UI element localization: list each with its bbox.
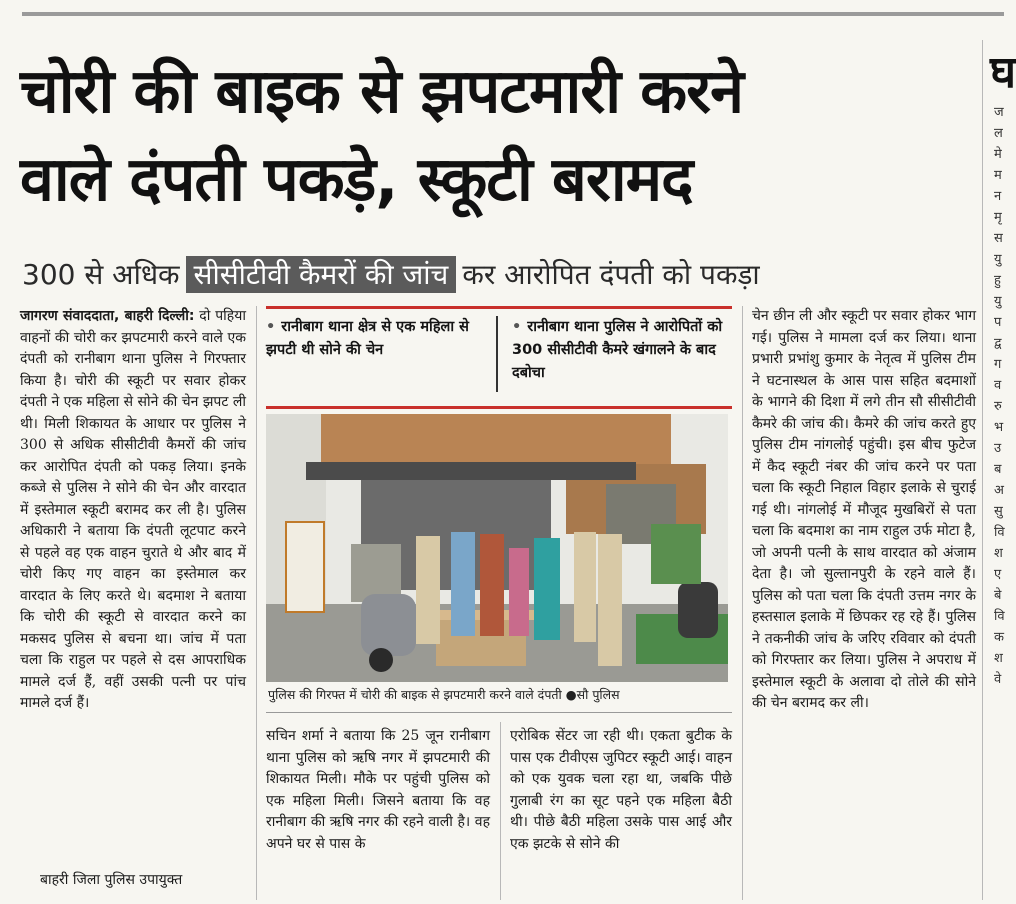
adjacent-text-fragment: ग bbox=[994, 357, 1002, 372]
person-3 bbox=[480, 534, 504, 636]
headline bbox=[20, 48, 980, 224]
column-4-text: चेन छीन ली और स्कूटी पर सवार होकर भाग गई। पुलिस ने मामला दर्ज कर लिया। थाना प्रभारी प्रभांशु कुमार के नेतृत्व में पुलिस टीम ने घटनास्थल के आस पास सहित बदमाशों के भागने की दिशा में लगे तीन सौ सीसीटीवी कैमरे की जांच की। कैमरे की जांच करते हुए पुलिस टीम नांगलोई पहुंची। इस बीच फुटेज में कैद स्कूटी नंबर की जांच करने पर पता चला कि स्कूटी निहाल विहार इलाके से चुराई गई थी। नांगलोई में मौजूद मुखबिरों से पता चला कि बदमाश का नाम राहुल उर्फ मोटा है, जो अपनी पत्नी के साथ वारदात को अंजाम देता है। जो सुल्तानपुरी के रहने वाले हैं। पुलिस को पता चला कि दंपती उत्तम नगर के हस्तसाल इलाके में छिपकर रह रहे हैं। पुलिस ने तकनीकी जांच के जरिए रविवार को दंपती को गिरफ्तार कर लिया। पुलिस ने अपराध में इस्तेमाल स्कूटी के अलावा दो तोले की सोने की चेन बरामद कर ली। bbox=[752, 308, 976, 711]
article-column-2 bbox=[266, 726, 490, 855]
adjacent-text-fragment: रु bbox=[994, 399, 1002, 414]
adjacent-text-fragment: मे bbox=[994, 147, 1002, 162]
generator bbox=[351, 544, 401, 602]
column-rule-1 bbox=[256, 306, 257, 900]
adjacent-article-edge bbox=[986, 0, 1016, 904]
adjacent-text-fragment: अ bbox=[994, 483, 1004, 498]
article-column-1 bbox=[20, 306, 246, 715]
plants bbox=[651, 524, 701, 584]
subhead-prefix: 300 से अधिक bbox=[22, 258, 180, 291]
adjacent-text-fragment: श bbox=[994, 546, 1003, 561]
column-1-tail-text: बाहरी जिला पुलिस उपायुक्त bbox=[40, 872, 183, 888]
adjacent-text-fragment: म bbox=[994, 168, 1002, 183]
adjacent-text-fragment: सु bbox=[994, 504, 1003, 519]
canopy bbox=[306, 462, 636, 480]
top-rule bbox=[22, 12, 1004, 16]
adjacent-text-fragment: उ bbox=[994, 441, 1002, 456]
adjacent-text-fragment: मृ bbox=[994, 210, 1002, 225]
column-rule-2 bbox=[500, 722, 501, 900]
highlight-item-2 bbox=[512, 316, 728, 385]
scooter bbox=[361, 594, 416, 656]
highlight-1-text: रानीबाग थाना क्षेत्र से एक महिला से झपटी थी सोने की चेन bbox=[266, 319, 469, 358]
subheadline bbox=[22, 248, 922, 302]
policeman-2 bbox=[574, 532, 596, 642]
motorbike bbox=[678, 582, 718, 638]
adjacent-text-fragment: ल bbox=[994, 126, 1003, 141]
subhead-suffix: कर आरोपित दंपती को पकड़ा bbox=[462, 258, 760, 291]
article-column-4 bbox=[752, 306, 976, 715]
adjacent-text-fragment: वि bbox=[994, 609, 1005, 624]
adjacent-text-fragment: ए bbox=[994, 567, 1002, 582]
article-column-1-tail bbox=[20, 870, 246, 892]
policeman-3 bbox=[598, 534, 622, 666]
adjacent-text-fragment: ज bbox=[994, 105, 1004, 120]
photo-top-rule bbox=[266, 406, 732, 409]
bullet-icon: • bbox=[512, 319, 522, 335]
column-1-text: दो पहिया वाहनों की चोरी कर झपटमारी करने वाले एक दंपती को रानीबाग थाना पुलिस ने गिरफ्तार किया है। चोरी की स्कूटी पर सवार होकर दंपती ने एक महिला से सोने की चेन झपट ली थी। मिली शिकायत के आधार पर पुलिस ने 300 से अधिक सीसीटीवी कैमरों की जांच कर आरोपित दंपती को पकड़ लिया। इनके कब्जे से पुलिस ने सोने की चेन और वारदात में इस्तेमाल स्कूटी बरामद कर ली है। पुलिस अधिकारी ने बताया कि दंपती लूटपाट करने से पहले वह एक वाहन चुराते थे और बाद में चोरी किए गए वाहन का इस्तेमाल कर वारदात के लिए करते थे। बदमाश ने बताया कि चोरी की स्कूटी से वारदात करने का मकसद पुलिस से बचना था। जांच में पता चला कि राहुल पर पहले से दस आपराधिक मामले दर्ज हैं, वहीं उसकी पत्नी पर पांच मामले दर्ज हैं। bbox=[20, 308, 246, 711]
policeman-1 bbox=[416, 536, 440, 644]
highlight-item-1 bbox=[266, 316, 482, 362]
highlights-top-rule bbox=[266, 306, 732, 309]
caption-rule bbox=[266, 712, 732, 713]
highlight-2-text: रानीबाग थाना पुलिस ने आरोपितों को 300 सीसीटीवी कैमरे खंगालने के बाद दबोचा bbox=[512, 319, 723, 381]
person-2 bbox=[451, 532, 475, 636]
adjacent-text-fragment: बे bbox=[994, 588, 1002, 603]
byline: जागरण संवाददाता, बाहरी दिल्ली: bbox=[20, 308, 195, 324]
column-rule-3 bbox=[742, 306, 743, 900]
standee bbox=[286, 522, 324, 612]
adjacent-text-fragment: यु bbox=[994, 294, 1002, 309]
highlights-divider bbox=[496, 316, 498, 392]
adjacent-text-fragment: प bbox=[994, 315, 1002, 330]
column-2-text: सचिन शर्मा ने बताया कि 25 जून रानीबाग थाना पुलिस को ऋषि नगर में झपटमारी की शिकायत मिली। मौके पर पहुंची पुलिस को एक महिला मिली। जिसने बताया कि वह रानीबाग की ऋषि नगर की रहने वाली है। वह अपने घर से पास के bbox=[266, 728, 490, 852]
headline-line-2: वाले दंपती पकड़े, स्कूटी बरामद bbox=[20, 144, 693, 215]
article-column-3 bbox=[510, 726, 732, 855]
photo-caption: पुलिस की गिरफ्त में चोरी की बाइक से झपटमारी करने वाले दंपती ●सौ पुलिस bbox=[268, 687, 620, 702]
adjacent-text-fragment: श bbox=[994, 651, 1003, 666]
adjacent-text-fragment: क bbox=[994, 630, 1004, 645]
adjacent-text-fragment: द्व bbox=[994, 336, 1002, 351]
adjacent-text-fragment: हु bbox=[994, 273, 1001, 288]
adjacent-text-fragment: भ bbox=[994, 420, 1004, 435]
bullet-icon: • bbox=[266, 319, 276, 335]
adjacent-text-fragment: वि bbox=[994, 525, 1005, 540]
adjacent-text-fragment: न bbox=[994, 189, 1002, 204]
scooter-wheel bbox=[369, 648, 393, 672]
adjacent-text-fragment: ब bbox=[994, 462, 1002, 477]
subhead-highlight: सीसीटीवी कैमरों की जांच bbox=[186, 256, 457, 293]
building-wood-facade bbox=[321, 414, 671, 464]
adjacent-text-fragments bbox=[986, 102, 1004, 690]
adjacent-text-fragment: वे bbox=[994, 672, 1002, 687]
adjacent-text-fragment: यु bbox=[994, 252, 1002, 267]
adjacent-headline-fragment: घ bbox=[990, 47, 1016, 98]
person-4 bbox=[509, 548, 529, 636]
column-rule-4 bbox=[982, 40, 983, 900]
column-3-text: एरोबिक सेंटर जा रही थी। एकता बुटीक के पास एक टीवीएस जुपिटर स्कूटी आई। वाहन को एक युवक चला रहा था, जबकि पीछे गुलाबी रंग का सूट पहने एक महिला बैठी थी। पीछे बैठी महिला उसके पास आई और एक झटके से सोने की bbox=[510, 728, 732, 852]
adjacent-text-fragment: व bbox=[994, 378, 1002, 393]
news-photo bbox=[266, 414, 728, 682]
person-5 bbox=[534, 538, 560, 640]
adjacent-text-fragment: स bbox=[994, 231, 1003, 246]
headline-line-1: चोरी की बाइक से झपटमारी करने bbox=[20, 56, 743, 127]
